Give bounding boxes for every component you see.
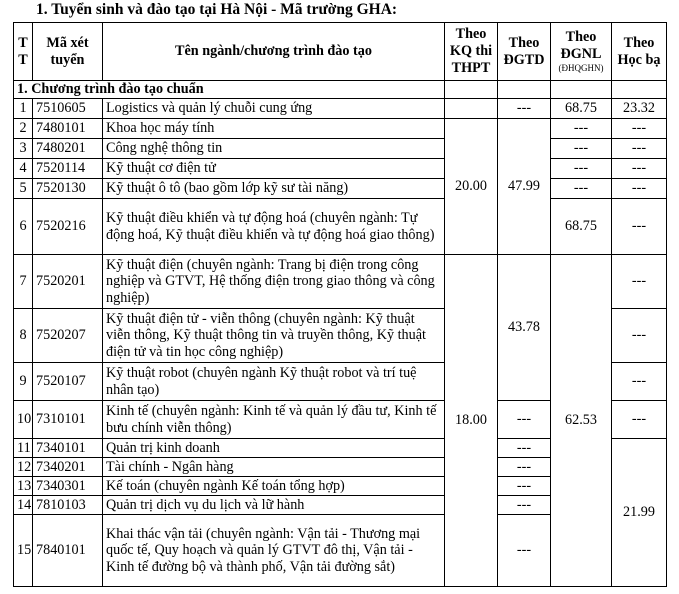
row-tt: 2 (14, 119, 33, 139)
row-code: 7340101 (33, 439, 103, 458)
row-tt: 1 (14, 99, 33, 119)
section-empty-dgnl (551, 81, 612, 99)
thpt-group-cell: 20.00 (445, 119, 498, 255)
row-name: Quản trị dịch vụ du lịch và lữ hành (103, 496, 445, 515)
row-code: 7310101 (33, 401, 103, 439)
section-empty-hb (612, 81, 667, 99)
section-row (14, 81, 667, 99)
table-row (14, 179, 667, 199)
dgnl-cell: --- (551, 119, 612, 139)
row-code: 7480101 (33, 119, 103, 139)
row-tt: 13 (14, 477, 33, 496)
dgnl-cell: --- (551, 139, 612, 159)
header-hocba: Theo Học bạ (612, 23, 667, 81)
header-code: Mã xét tuyển (33, 23, 103, 81)
dgtd-group-cell: 47.99 (498, 119, 551, 255)
row-code: 7520207 (33, 309, 103, 363)
row-name: Tài chính - Ngân hàng (103, 458, 445, 477)
dgnl-group-cell: 62.53 (551, 255, 612, 587)
dgtd-cell: --- (498, 496, 551, 515)
hocba-cell: --- (612, 139, 667, 159)
header-tt: T T (14, 23, 33, 81)
row-tt: 10 (14, 401, 33, 439)
table-row (14, 139, 667, 159)
dgtd-cell: --- (498, 99, 551, 119)
dgtd-group-cell: 43.78 (498, 255, 551, 401)
table-row (14, 99, 667, 119)
row-name: Kỹ thuật điều khiển và tự động hoá (chuyên ngành: Tự động hoá, Kỹ thuật điều khiển và tự động hoá giao thông) (103, 199, 445, 255)
dgnl-cell: 68.75 (551, 199, 612, 255)
row-code: 7520216 (33, 199, 103, 255)
dgtd-cell: --- (498, 458, 551, 477)
header-dgnl (551, 23, 612, 81)
thpt-empty-row1 (445, 99, 498, 119)
thpt-group-cell: 18.00 (445, 255, 498, 587)
hocba-group-cell: 21.99 (612, 439, 667, 587)
row-code: 7340201 (33, 458, 103, 477)
header-dgtd: Theo ĐGTD (498, 23, 551, 81)
row-tt: 8 (14, 309, 33, 363)
dgtd-cell: --- (498, 515, 551, 587)
header-dgnl-sub: (ĐHQGHN) (558, 63, 604, 73)
row-code: 7520130 (33, 179, 103, 199)
section-empty-dgtd (498, 81, 551, 99)
header-name: Tên ngành/chương trình đào tạo (103, 23, 445, 81)
row-name: Kỹ thuật robot (chuyên ngành Kỹ thuật robot và trí tuệ nhân tạo) (103, 363, 445, 401)
hocba-cell: --- (612, 159, 667, 179)
row-name: Kỹ thuật cơ điện tử (103, 159, 445, 179)
row-name: Khai thác vận tải (chuyên ngành: Vận tải - Thương mại quốc tế, Quy hoạch và quản lý GTVT đô thị, Vận tải - Kinh tế đường bộ và thành phố, Vận tải đường sắt) (103, 515, 445, 587)
table-row (14, 199, 667, 255)
row-code: 7520201 (33, 255, 103, 309)
row-code: 7520107 (33, 363, 103, 401)
row-code: 7480201 (33, 139, 103, 159)
hocba-cell: --- (612, 119, 667, 139)
row-tt: 7 (14, 255, 33, 309)
dgtd-cell: --- (498, 439, 551, 458)
header-dgnl-label: Theo ĐGNL (560, 29, 602, 62)
row-code: 7510605 (33, 99, 103, 119)
row-tt: 12 (14, 458, 33, 477)
hocba-cell: --- (612, 401, 667, 439)
row-tt: 5 (14, 179, 33, 199)
dgtd-cell: --- (498, 477, 551, 496)
dgtd-cell: --- (498, 401, 551, 439)
row-tt: 15 (14, 515, 33, 587)
section-label: 1. Chương trình đào tạo chuẩn (14, 81, 445, 99)
table-row (14, 255, 667, 309)
row-tt: 14 (14, 496, 33, 515)
row-tt: 4 (14, 159, 33, 179)
row-tt: 3 (14, 139, 33, 159)
section-heading: 1. Tuyển sinh và đào tạo tại Hà Nội - Mã trường GHA: (36, 1, 398, 18)
row-name: Kinh tế (chuyên ngành: Kinh tế và quản lý đầu tư, Kinh tế bưu chính viễn thông) (103, 401, 445, 439)
row-tt: 9 (14, 363, 33, 401)
hocba-cell: --- (612, 255, 667, 309)
row-code: 7520114 (33, 159, 103, 179)
table-row (14, 159, 667, 179)
hocba-cell: --- (612, 363, 667, 401)
row-tt: 6 (14, 199, 33, 255)
table-row (14, 119, 667, 139)
hocba-cell: --- (612, 179, 667, 199)
row-name: Kỹ thuật ô tô (bao gồm lớp kỹ sư tài năng) (103, 179, 445, 199)
hocba-cell: --- (612, 309, 667, 363)
section-empty-thpt (445, 81, 498, 99)
row-name: Kỹ thuật điện tử - viễn thông (chuyên ngành: Kỹ thuật viễn thông, Kỹ thuật thông tin và truyền thông, Kỹ thuật điện tử và tin học công nghiệp) (103, 309, 445, 363)
hocba-cell: 23.32 (612, 99, 667, 119)
row-name: Khoa học máy tính (103, 119, 445, 139)
row-name: Logistics và quản lý chuỗi cung ứng (103, 99, 445, 119)
admission-table (13, 22, 667, 587)
row-code: 7810103 (33, 496, 103, 515)
row-name: Công nghệ thông tin (103, 139, 445, 159)
dgnl-cell: 68.75 (551, 99, 612, 119)
row-code: 7840101 (33, 515, 103, 587)
row-name: Kế toán (chuyên ngành Kế toán tổng hợp) (103, 477, 445, 496)
dgnl-cell: --- (551, 179, 612, 199)
header-row (14, 23, 667, 81)
row-tt: 11 (14, 439, 33, 458)
row-code: 7340301 (33, 477, 103, 496)
row-name: Kỹ thuật điện (chuyên ngành: Trang bị điện trong công nghiệp và GTVT, Hệ thống điện trong giao thông và công nghiệp) (103, 255, 445, 309)
header-thpt: Theo KQ thi THPT (445, 23, 498, 81)
row-name: Quản trị kinh doanh (103, 439, 445, 458)
dgnl-cell: --- (551, 159, 612, 179)
hocba-cell: --- (612, 199, 667, 255)
